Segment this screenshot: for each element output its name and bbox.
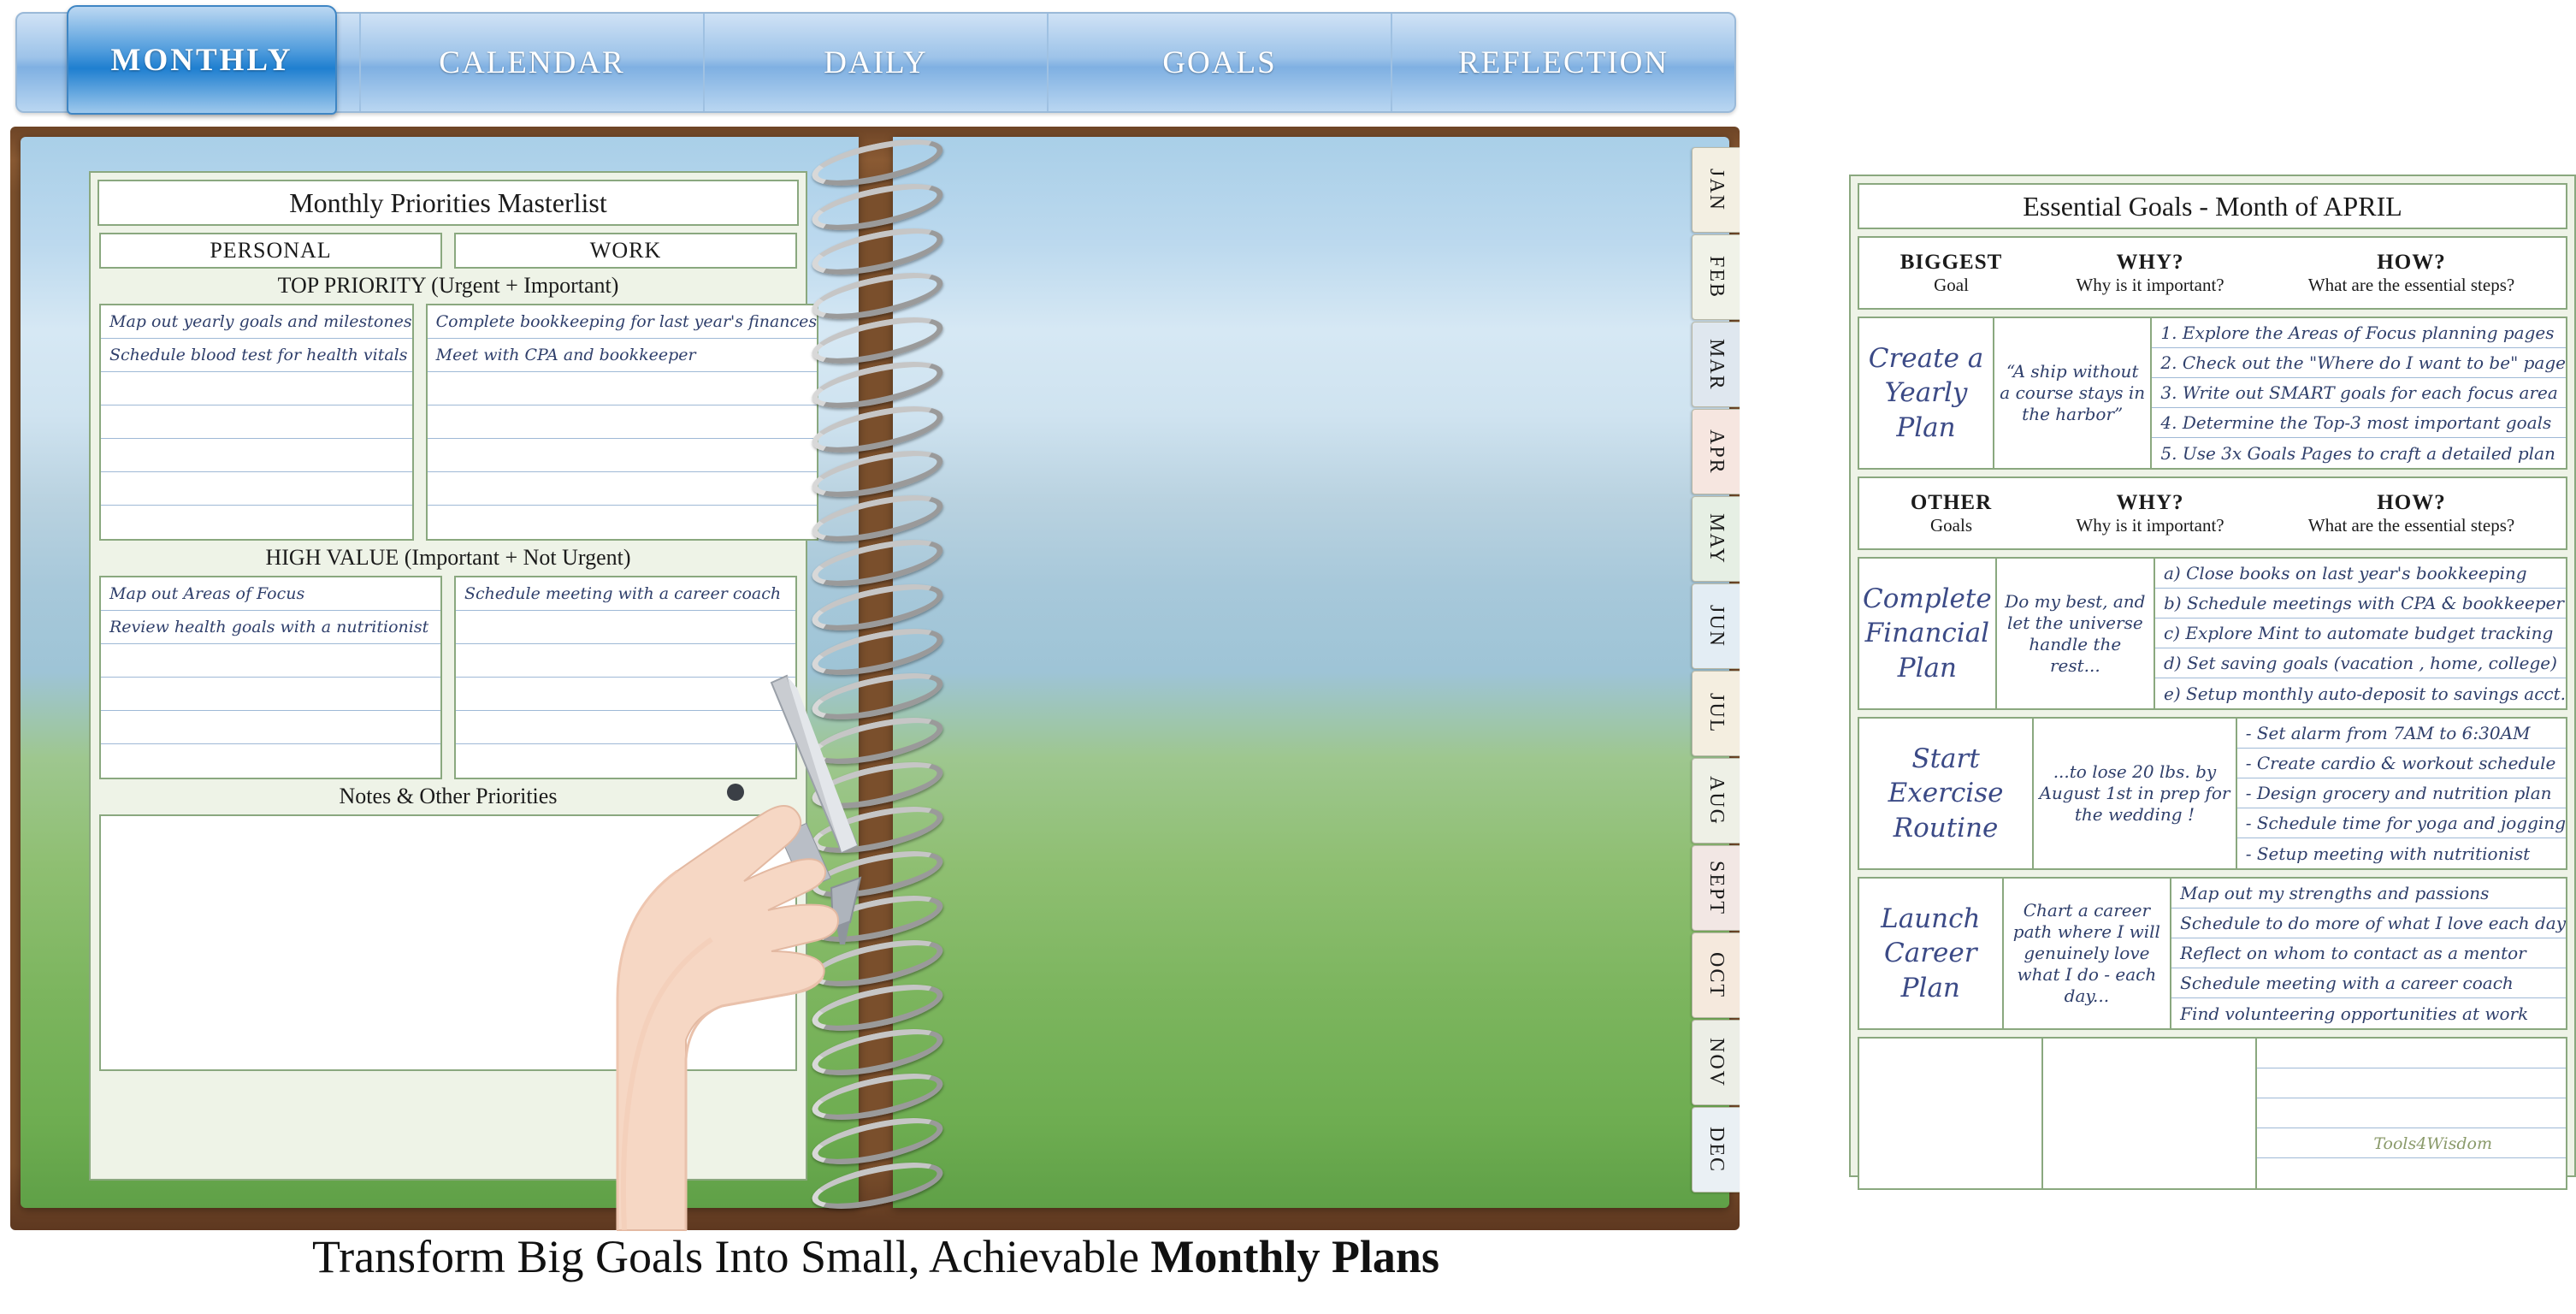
month-tab-sept[interactable]: SEPT: [1692, 845, 1740, 931]
goal-why[interactable]: ...to lose 20 lbs. by August 1st in prep for the wedding !: [2034, 719, 2237, 868]
step-item[interactable]: Find volunteering opportunities at work: [2180, 1003, 2529, 1024]
goal-why[interactable]: [2043, 1039, 2257, 1188]
column-header-personal: PERSONAL: [99, 233, 442, 269]
list-item[interactable]: Review health goals with a nutritionist: [101, 611, 440, 644]
goal-steps: [2257, 1039, 2566, 1188]
list-item[interactable]: Complete bookkeeping for last year's finances: [428, 305, 818, 339]
list-item[interactable]: [456, 644, 795, 678]
month-tab-aug[interactable]: AUG: [1692, 758, 1740, 843]
notes-area[interactable]: [99, 814, 797, 1071]
month-tab-oct[interactable]: OCT: [1692, 932, 1740, 1018]
list-item[interactable]: [101, 372, 412, 405]
other-goal-row: [1858, 717, 2567, 870]
step-item[interactable]: [2257, 1039, 2566, 1068]
step-item[interactable]: d) Set saving goals (vacation , home, college): [2155, 648, 2566, 678]
list-item[interactable]: [101, 506, 412, 539]
high-value-lists: [91, 576, 806, 779]
list-item[interactable]: [101, 405, 412, 439]
header-goal-main: BIGGEST: [1900, 250, 2003, 274]
list-item[interactable]: [101, 439, 412, 472]
page-title-right: Essential Goals - Month of APRIL: [1858, 183, 2567, 229]
step-item[interactable]: c) Explore Mint to automate budget tracking: [2155, 619, 2566, 648]
page-title-left: Monthly Priorities Masterlist: [97, 180, 799, 226]
goal-why[interactable]: “A ship without a course stays in the harbor”: [1994, 318, 2152, 468]
left-page: [21, 137, 859, 1208]
high-value-personal-list: [99, 576, 442, 779]
tab-reflection[interactable]: REFLECTION: [1457, 44, 1669, 80]
list-item[interactable]: [428, 472, 818, 506]
month-tab-dec[interactable]: DEC: [1692, 1107, 1740, 1193]
month-tab-nov[interactable]: NOV: [1692, 1020, 1740, 1105]
top-priority-personal-list: [99, 304, 414, 541]
step-item[interactable]: b) Schedule meetings with CPA & bookkeeper: [2155, 589, 2566, 619]
step-item[interactable]: 1. Explore the Areas of Focus planning pages: [2152, 318, 2566, 348]
tab-monthly[interactable]: MONTHLY: [67, 5, 337, 115]
header-goal-column: [1859, 478, 2043, 548]
essential-goals-panel: [1849, 175, 2576, 1177]
goal-title[interactable]: [1859, 1039, 2043, 1188]
header-why-main: WHY?: [2116, 250, 2184, 274]
goal-why[interactable]: Chart a career path where I will genuinely love what I do - each day...: [2004, 879, 2172, 1028]
header-how-sub: What are the essential steps?: [2307, 275, 2515, 296]
month-tab-jan[interactable]: JAN: [1692, 147, 1740, 233]
step-item[interactable]: Schedule meeting with a career coach: [2171, 968, 2566, 998]
step-item[interactable]: e) Setup monthly auto-deposit to savings acct.: [2164, 683, 2566, 704]
header-goal-sub: Goals: [1930, 515, 1972, 536]
list-item[interactable]: [428, 405, 818, 439]
header-why-sub: Why is it important?: [2076, 275, 2224, 296]
goal-title[interactable]: Create a Yearly Plan: [1859, 318, 1994, 468]
header-how-column: [2257, 478, 2566, 548]
high-value-label: HIGH VALUE (Important + Not Urgent): [265, 545, 631, 570]
caption-emphasis: Monthly Plans: [1150, 1231, 1439, 1282]
step-item[interactable]: - Set alarm from 7AM to 6:30AM: [2237, 719, 2566, 749]
step-item[interactable]: Reflect on whom to contact as a mentor: [2171, 938, 2566, 968]
header-why-sub: Why is it important?: [2076, 515, 2224, 536]
tab-goals[interactable]: GOALS: [1049, 14, 1392, 111]
list-item[interactable]: [428, 372, 818, 405]
other-goal-row: [1858, 557, 2567, 710]
list-item[interactable]: [456, 711, 795, 744]
other-goal-row: [1858, 877, 2567, 1030]
right-page: [893, 137, 2566, 1208]
step-item[interactable]: - Design grocery and nutrition plan: [2237, 778, 2566, 808]
list-item[interactable]: [101, 644, 440, 678]
step-item[interactable]: - Schedule time for yoga and jogging: [2237, 808, 2566, 838]
month-index-tabs: [1690, 147, 1740, 1208]
month-tab-feb[interactable]: FEB: [1692, 234, 1740, 320]
list-item[interactable]: [456, 611, 795, 644]
goal-title[interactable]: Start Exercise Routine: [1859, 719, 2034, 868]
other-goal-row: [1858, 1037, 2567, 1190]
biggest-goal-header: [1858, 236, 2567, 310]
step-item[interactable]: 4. Determine the Top-3 most important goals: [2152, 408, 2566, 438]
spiral-binding: [806, 127, 942, 1230]
notes-label: Notes & Other Priorities: [339, 784, 558, 808]
list-item[interactable]: [428, 506, 818, 539]
caption-prefix: Transform Big Goals Into Small, Achievable: [312, 1231, 1151, 1282]
brand-logo: Tools4Wisdom: [2373, 1134, 2492, 1153]
step-item[interactable]: Schedule to do more of what I love each day: [2171, 909, 2566, 938]
main-tab-bar: [15, 12, 1736, 113]
list-item[interactable]: [101, 711, 440, 744]
list-item[interactable]: [428, 439, 818, 472]
header-how-main: HOW?: [2377, 490, 2446, 514]
header-how-main: HOW?: [2377, 250, 2446, 274]
top-priority-lists: [91, 304, 818, 541]
bottom-caption: [0, 1230, 1752, 1283]
goal-title[interactable]: Launch Career Plan: [1859, 879, 2004, 1028]
list-item[interactable]: Schedule meeting with a career coach: [456, 577, 795, 611]
step-item[interactable]: 2. Check out the "Where do I want to be" page: [2152, 348, 2566, 378]
biggest-goal-row: [1858, 317, 2567, 470]
tab-calendar[interactable]: CALENDAR: [361, 14, 705, 111]
header-why-column: [2043, 478, 2257, 548]
step-item[interactable]: 5. Use 3x Goals Pages to craft a detailed plan: [2160, 442, 2555, 464]
month-tab-jul[interactable]: JUL: [1692, 671, 1740, 756]
planner-book: [10, 127, 2566, 1230]
header-goal-main: OTHER: [1910, 490, 1993, 514]
step-item[interactable]: a) Close books on last year's bookkeeping: [2155, 559, 2566, 589]
list-item[interactable]: [101, 678, 440, 711]
top-priority-work-list: [426, 304, 819, 541]
header-how-column: [2257, 238, 2566, 308]
step-item[interactable]: - Create cardio & workout schedule: [2237, 749, 2566, 778]
goal-why[interactable]: Do my best, and let the universe handle the rest...: [1997, 559, 2155, 708]
header-why-main: WHY?: [2116, 490, 2184, 514]
list-item[interactable]: [101, 472, 412, 506]
list-item[interactable]: [456, 678, 795, 711]
list-item[interactable]: [456, 744, 795, 778]
column-header-work: WORK: [454, 233, 797, 269]
month-tab-may[interactable]: MAY: [1692, 496, 1740, 582]
goal-steps: [2152, 318, 2566, 468]
goal-title[interactable]: Complete Financial Plan: [1859, 559, 1997, 708]
header-why-column: [2043, 238, 2257, 308]
list-item[interactable]: Meet with CPA and bookkeeper: [428, 339, 818, 372]
list-item[interactable]: Schedule blood test for health vitals: [101, 339, 412, 372]
goal-steps: [2237, 719, 2566, 868]
month-tab-apr[interactable]: APR: [1692, 409, 1740, 494]
month-tab-mar[interactable]: MAR: [1692, 322, 1740, 407]
header-goal-sub: Goal: [1934, 275, 1969, 296]
month-tab-jun[interactable]: JUN: [1692, 583, 1740, 669]
list-item[interactable]: Map out yearly goals and milestones: [101, 305, 412, 339]
list-item[interactable]: Map out Areas of Focus: [101, 577, 440, 611]
step-item[interactable]: [2257, 1158, 2566, 1188]
monthly-priorities-panel: [89, 171, 818, 1181]
high-value-work-list: [454, 576, 797, 779]
goal-steps: [2155, 559, 2566, 708]
header-how-sub: What are the essential steps?: [2307, 515, 2515, 536]
step-item[interactable]: 3. Write out SMART goals for each focus area: [2152, 378, 2566, 408]
step-item[interactable]: - Setup meeting with nutritionist: [2245, 843, 2531, 864]
top-priority-label: TOP PRIORITY (Urgent + Important): [277, 273, 619, 298]
tab-daily[interactable]: DAILY: [705, 14, 1049, 111]
masterlist-column-headers: [91, 233, 806, 269]
step-item[interactable]: Map out my strengths and passions: [2171, 879, 2566, 909]
header-goal-column: [1859, 238, 2043, 308]
other-goals-header: [1858, 476, 2567, 550]
step-item[interactable]: [2257, 1098, 2566, 1128]
list-item[interactable]: [101, 744, 440, 778]
goal-steps: [2171, 879, 2566, 1028]
step-item[interactable]: [2257, 1068, 2566, 1098]
